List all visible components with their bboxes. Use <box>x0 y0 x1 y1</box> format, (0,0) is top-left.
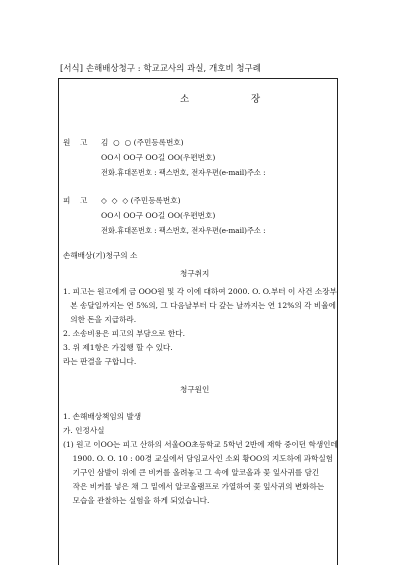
defendant-name: ◇ ◇ ◇ (주민등록번호) <box>101 196 181 205</box>
case-name: 손해배상(기)청구의 소 <box>63 251 138 260</box>
form-label: [서식] 손해배상청구 : 학교교사의 과실, 개호비 청구례 <box>60 63 261 73</box>
cause-line: 기구인 삼발이 위에 큰 비커를 올려놓고 그 속에 알코올과 꽃 잎사귀를 담긴 <box>63 468 320 477</box>
claim-line: 본 송달일까지는 연 5%의, 그 다음날부터 다 갚는 날까지는 연 12%의 각 비율에 <box>63 301 336 310</box>
cause-line: (1) 원고 이OO는 피고 산하의 서울OO초등학교 5학년 2반에 재학 중이던 학생인데 <box>63 440 338 449</box>
cause-line: 가. 인정사실 <box>63 426 105 435</box>
claim-line: 1. 피고는 원고에게 금 OOO원 및 각 이에 대하여 2000. O. O.부터 이 사건 소장부 <box>63 287 337 296</box>
plaintiff-contact: 전화.휴대폰번호 : 팩스번호, 전자우편(e-mail)주소 : <box>101 168 266 177</box>
plaintiff-name: 김 ○ ○ (주민등록번호) <box>101 138 184 147</box>
plaintiff-role: 원 고 <box>63 138 88 147</box>
cause-line: 모습을 관찰하는 실험을 하게 되었습니다. <box>63 496 210 505</box>
claim-heading: 청구취지 <box>180 269 210 278</box>
claim-line: 라는 판결을 구합니다. <box>63 357 137 366</box>
claim-line: 2. 소송비용은 피고의 부담으로 한다. <box>63 329 186 338</box>
cause-line: 1900. O. O. 10 : 00경 교실에서 담임교사인 소외 황OO의 지도하에 과학실험 <box>63 454 334 463</box>
claim-line: 3. 위 제1항은 가집행 할 수 있다. <box>63 343 173 352</box>
cause-line: 작은 비커를 넣은 채 그 밑에서 알코올램프로 가열하여 꽃 잎사귀의 변화하는 <box>63 482 325 491</box>
document-title-left: 소 <box>180 94 190 105</box>
claim-line: 의한 돈을 지급하라. <box>63 315 137 324</box>
document-frame <box>58 78 338 565</box>
document-title-right: 장 <box>251 94 261 105</box>
defendant-contact: 전화.휴대폰번호 : 팩스번호, 전자우편(e-mail)주소 : <box>101 226 266 235</box>
defendant-role: 피 고 <box>63 196 88 205</box>
plaintiff-address: OO시 OO구 OO길 OO(우편번호) <box>101 153 216 162</box>
defendant-address: OO시 OO구 OO길 OO(우편번호) <box>101 211 216 220</box>
cause-line: 1. 손해배상책임의 발생 <box>63 412 142 421</box>
cause-heading: 청구원인 <box>180 385 210 394</box>
